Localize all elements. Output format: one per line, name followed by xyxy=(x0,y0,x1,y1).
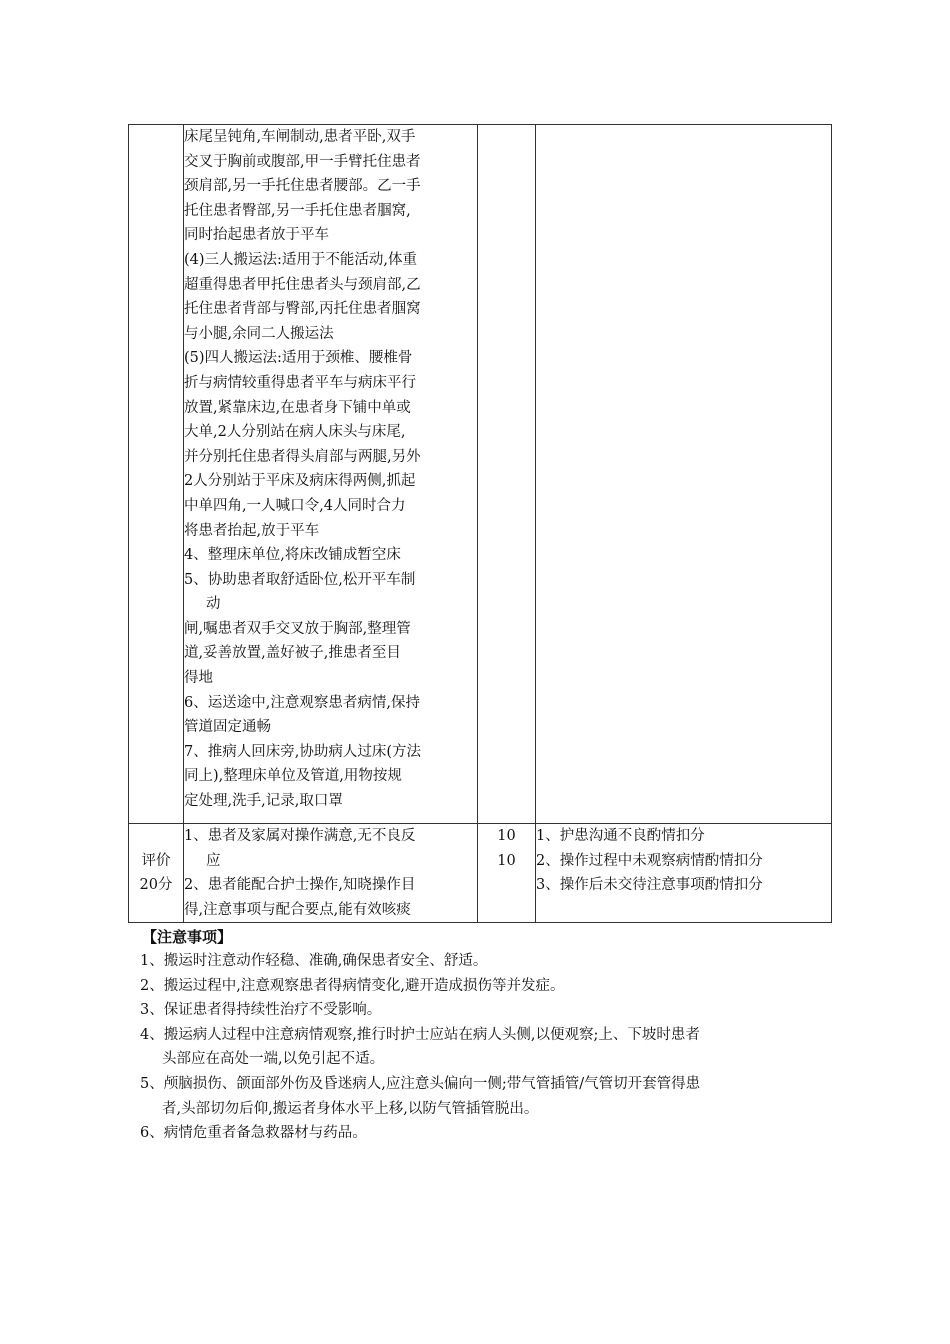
criteria-line: 应 xyxy=(206,852,221,869)
procedure-line: 定处理,洗手,记录,取口罩 xyxy=(184,793,343,810)
deduction-line: 2、操作过程中未观察病情酌情扣分 xyxy=(536,852,763,869)
procedure-line: 管道固定通畅 xyxy=(184,719,271,736)
score-value: 10 xyxy=(497,828,516,844)
criteria-line: 2、患者能配合护士操作,知晓操作目 xyxy=(184,877,416,894)
precautions-title: 【注意事项】 xyxy=(142,928,233,946)
procedure-line: 颈肩部,另一手托住患者腰部。乙一手 xyxy=(184,178,421,195)
procedure-line: 同上),整理床单位及管道,用物按规 xyxy=(184,768,402,785)
deduction-line: 1、护患沟通不良酌情扣分 xyxy=(536,828,705,844)
precaution-item: 4、搬运病人过程中注意病情观察,推行时护士应站在病人头侧,以便观察;上、下坡时患者 xyxy=(140,1026,700,1043)
procedure-line: 超重得患者甲托住患者头与颈肩部,乙 xyxy=(184,276,421,293)
procedure-line: 同时抬起患者放于平车 xyxy=(184,227,329,244)
criteria-line: 1、患者及家属对操作满意,无不良反 xyxy=(184,828,416,844)
procedure-line: 4、整理床单位,将床改铺成暂空床 xyxy=(184,547,401,564)
procedure-line: 得地 xyxy=(184,670,213,687)
procedure-line: 5、协助患者取舒适卧位,松开平车制 xyxy=(184,571,416,588)
procedure-line: 托住患者臀部,另一手托住患者腘窝, xyxy=(184,202,411,219)
score-value: 10 xyxy=(497,852,516,869)
procedure-line: 床尾呈钝角,车闸制动,患者平卧,双手 xyxy=(184,129,416,145)
precaution-item-continuation: 头部应在高处一端,以免引起不适。 xyxy=(162,1051,385,1068)
procedure-line: 并分别托住患者得头肩部与两腿,另外 xyxy=(184,448,421,465)
evaluation-label-cell xyxy=(129,824,184,923)
procedure-line: 2人分别站于平床及病床得两侧,抓起 xyxy=(184,473,416,490)
evaluation-row xyxy=(129,824,832,923)
evaluation-points: 20分 xyxy=(139,877,173,894)
evaluation-label: 评价 xyxy=(141,852,171,869)
procedure-line: 6、运送途中,注意观察患者病情,保持 xyxy=(184,694,420,711)
procedure-line: 动 xyxy=(206,596,221,613)
procedure-line: 7、推病人回床旁,协助病人过床(方法 xyxy=(184,743,421,760)
procedure-line: 托住患者背部与臀部,丙托住患者腘窝 xyxy=(184,301,421,318)
procedure-line: 道,妥善放置,盖好被子,推患者至目 xyxy=(184,645,401,662)
procedure-row xyxy=(129,125,832,824)
procedure-line: (4)三人搬运法:适用于不能活动,体重 xyxy=(184,251,418,268)
precaution-item-continuation: 者,头部切勿后仰,搬运者身体水平上移,以防气管插管脱出。 xyxy=(162,1100,539,1117)
precautions-section xyxy=(140,925,820,1146)
deduction-cell xyxy=(536,824,832,923)
procedure-table xyxy=(128,124,832,923)
precaution-item: 6、病情危重者备急救器材与药品。 xyxy=(140,1125,367,1142)
empty-score-cell xyxy=(478,125,536,824)
procedure-steps-cell xyxy=(184,125,478,824)
precaution-item: 2、搬运过程中,注意观察患者得病情变化,避开造成损伤等并发症。 xyxy=(140,977,565,994)
evaluation-criteria-cell xyxy=(184,824,478,923)
criteria-line: 得,注意事项与配合要点,能有效咳痰 xyxy=(184,901,411,918)
empty-deduction-cell xyxy=(536,125,832,824)
procedure-line: 与小腿,余同二人搬运法 xyxy=(184,325,334,342)
deduction-line: 3、操作后未交待注意事项酌情扣分 xyxy=(536,877,763,894)
procedure-line: 大单,2人分别站在病人床头与床尾, xyxy=(184,424,406,441)
evaluation-scores-cell xyxy=(478,824,536,923)
precaution-item: 5、颅脑损伤、颌面部外伤及昏迷病人,应注意头偏向一侧;带气管插管/气管切开套管得患 xyxy=(140,1075,701,1092)
procedure-line: 交叉于胸前或腹部,甲一手臂托住患者 xyxy=(184,153,421,170)
empty-label-cell xyxy=(129,125,184,824)
procedure-line: 闸,嘱患者双手交叉放于胸部,整理管 xyxy=(184,620,411,637)
procedure-line: 中单四角,一人喊口令,4人同时合力 xyxy=(184,497,406,514)
procedure-line: (5)四人搬运法:适用于颈椎、腰椎骨 xyxy=(184,350,413,367)
procedure-line: 折与病情较重得患者平车与病床平行 xyxy=(184,374,416,391)
precaution-item: 1、搬运时注意动作轻稳、准确,确保患者安全、舒适。 xyxy=(140,953,488,969)
procedure-line: 将患者抬起,放于平车 xyxy=(184,522,320,539)
precaution-item: 3、保证患者得持续性治疗不受影响。 xyxy=(140,1002,382,1019)
procedure-line: 放置,紧靠床边,在患者身下铺中单或 xyxy=(184,399,411,416)
